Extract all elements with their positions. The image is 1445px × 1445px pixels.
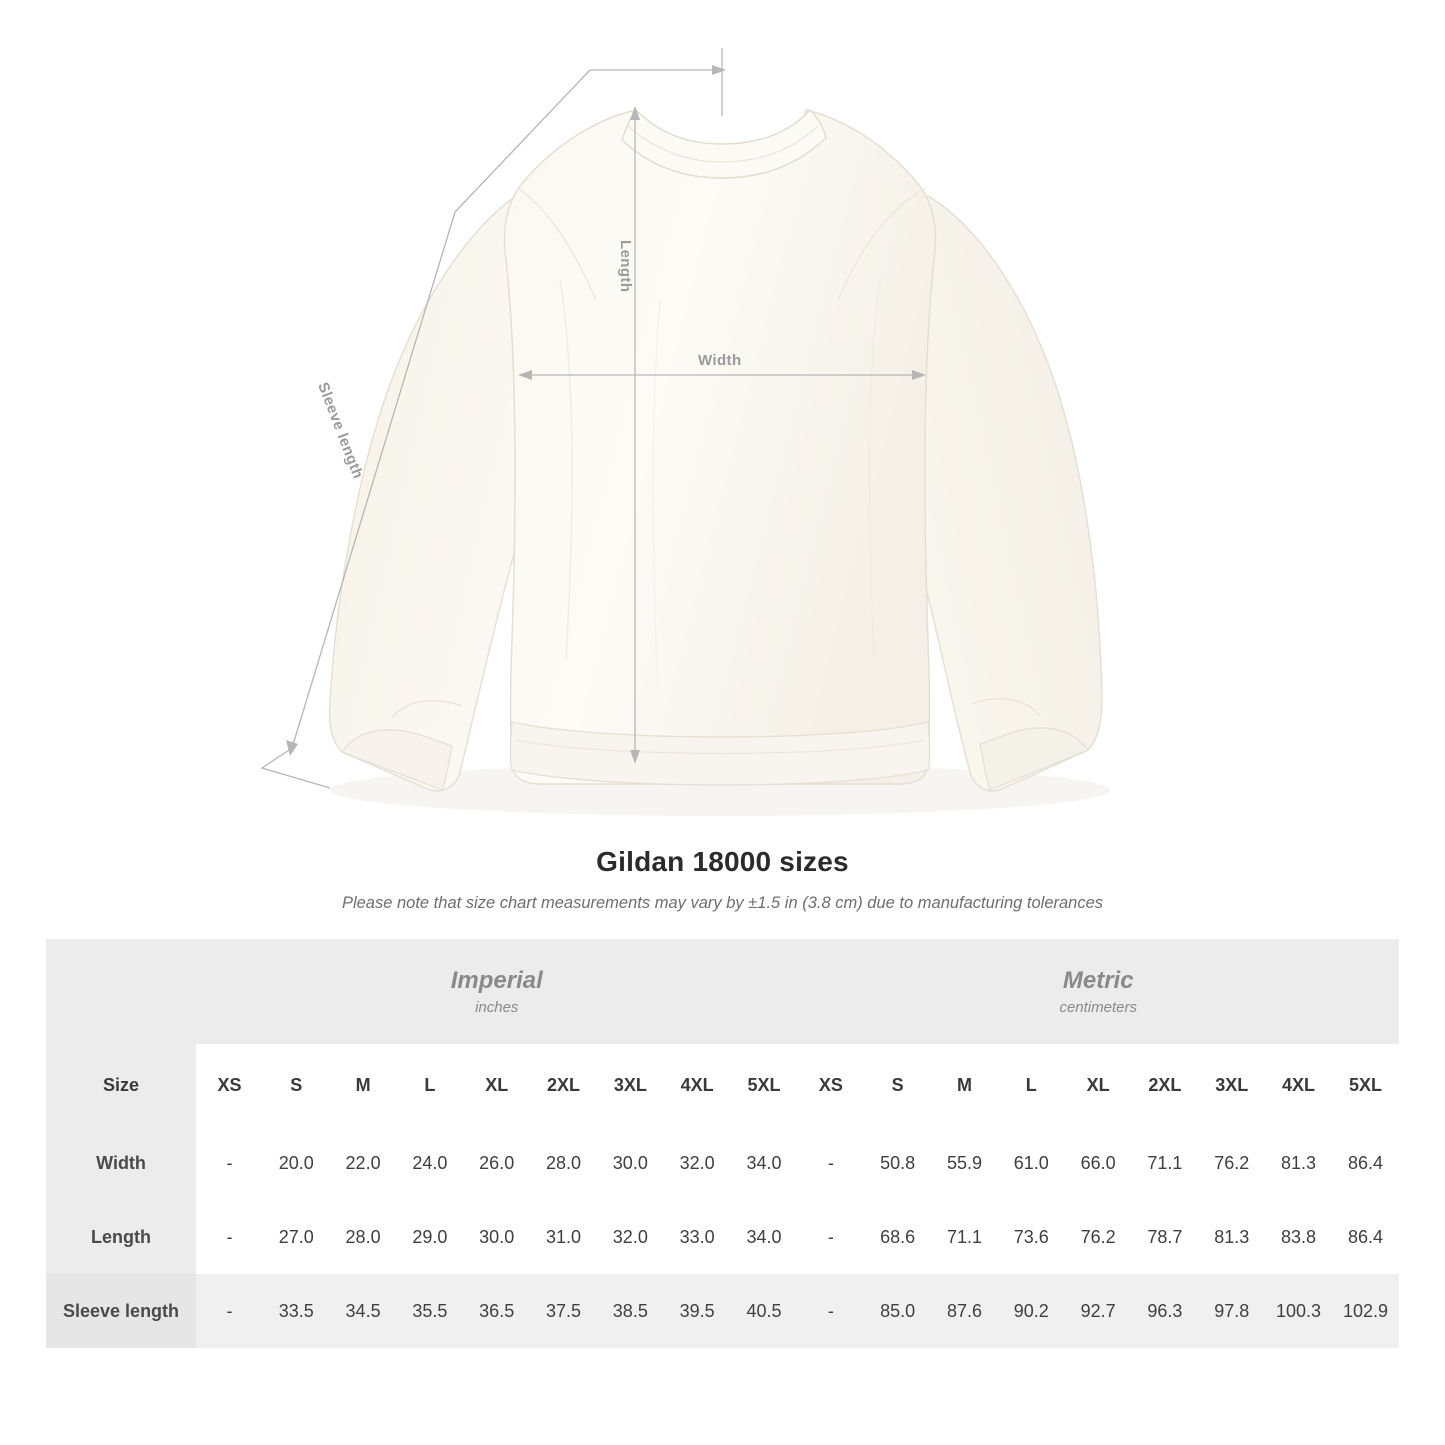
length-met-5xl: 86.4	[1332, 1200, 1399, 1274]
length-imp-2xl: 31.0	[530, 1200, 597, 1274]
sleeve-met-3xl: 97.8	[1198, 1274, 1265, 1348]
size-col-imp-xs: XS	[196, 1044, 263, 1126]
unit-header-imperial	[196, 939, 797, 1044]
width-imp-s: 20.0	[263, 1126, 330, 1200]
sleeve-met-xs: -	[797, 1274, 864, 1348]
sleeve-met-l: 90.2	[998, 1274, 1065, 1348]
width-met-s: 50.8	[864, 1126, 931, 1200]
width-met-4xl: 81.3	[1265, 1126, 1332, 1200]
title-block	[0, 846, 1445, 913]
length-imp-xs: -	[196, 1200, 263, 1274]
table-row-sleeve-length	[46, 1274, 1399, 1348]
length-imp-s: 27.0	[263, 1200, 330, 1274]
length-met-l: 73.6	[998, 1200, 1065, 1274]
size-col-met-s: S	[864, 1044, 931, 1126]
size-col-met-xs: XS	[797, 1044, 864, 1126]
sleeve-imp-s: 33.5	[263, 1274, 330, 1348]
size-col-met-xl: XL	[1065, 1044, 1132, 1126]
length-met-xl: 76.2	[1065, 1200, 1132, 1274]
size-col-imp-4xl: 4XL	[664, 1044, 731, 1126]
width-imp-3xl: 30.0	[597, 1126, 664, 1200]
sleeve-met-s: 85.0	[864, 1274, 931, 1348]
size-header-cell: Size	[46, 1044, 196, 1126]
width-imp-2xl: 28.0	[530, 1126, 597, 1200]
size-col-met-m: M	[931, 1044, 998, 1126]
size-col-imp-s: S	[263, 1044, 330, 1126]
sleeve-imp-xl: 36.5	[463, 1274, 530, 1348]
length-imp-l: 29.0	[396, 1200, 463, 1274]
table-row-length	[46, 1200, 1399, 1274]
size-header-row	[46, 1044, 1399, 1126]
sleeve-met-5xl: 102.9	[1332, 1274, 1399, 1348]
width-imp-l: 24.0	[396, 1126, 463, 1200]
sleeve-length-label: Sleeve length	[314, 380, 367, 482]
size-table	[46, 939, 1399, 1348]
row-label-length: Length	[46, 1200, 196, 1274]
length-met-2xl: 78.7	[1132, 1200, 1199, 1274]
metric-name: Metric	[1062, 967, 1134, 995]
length-imp-xl: 30.0	[463, 1200, 530, 1274]
row-label-width: Width	[46, 1126, 196, 1200]
length-label: Length	[617, 240, 634, 293]
width-met-xs: -	[797, 1126, 864, 1200]
sleeve-imp-m: 34.5	[330, 1274, 397, 1348]
width-met-3xl: 76.2	[1198, 1126, 1265, 1200]
width-met-m: 55.9	[931, 1126, 998, 1200]
size-col-imp-5xl: 5XL	[731, 1044, 798, 1126]
size-col-met-l: L	[998, 1044, 1065, 1126]
unit-header-spacer	[46, 939, 196, 1044]
width-imp-5xl: 34.0	[731, 1126, 798, 1200]
width-met-5xl: 86.4	[1332, 1126, 1399, 1200]
length-imp-4xl: 33.0	[664, 1200, 731, 1274]
imperial-name: Imperial	[450, 967, 543, 995]
sleeve-met-2xl: 96.3	[1132, 1274, 1199, 1348]
size-col-met-5xl: 5XL	[1332, 1044, 1399, 1126]
sleeve-met-xl: 92.7	[1065, 1274, 1132, 1348]
size-col-imp-3xl: 3XL	[597, 1044, 664, 1126]
size-col-imp-l: L	[396, 1044, 463, 1126]
sleeve-met-m: 87.6	[931, 1274, 998, 1348]
width-label: Width	[698, 352, 742, 369]
size-col-imp-2xl: 2XL	[530, 1044, 597, 1126]
size-col-imp-m: M	[330, 1044, 397, 1126]
size-col-met-2xl: 2XL	[1132, 1044, 1199, 1126]
sleeve-imp-4xl: 39.5	[664, 1274, 731, 1348]
length-met-4xl: 83.8	[1265, 1200, 1332, 1274]
sleeve-imp-5xl: 40.5	[731, 1274, 798, 1348]
size-col-imp-xl: XL	[463, 1044, 530, 1126]
length-imp-5xl: 34.0	[731, 1200, 798, 1274]
row-label-sleeve-length: Sleeve length	[46, 1274, 196, 1348]
table-row-width	[46, 1126, 1399, 1200]
sleeve-imp-xs: -	[196, 1274, 263, 1348]
length-imp-3xl: 32.0	[597, 1200, 664, 1274]
tolerance-note: Please note that size chart measurements may vary by ±1.5 in (3.8 cm) due to manufacturing tolerances	[341, 894, 1104, 912]
sleeve-met-4xl: 100.3	[1265, 1274, 1332, 1348]
length-imp-m: 28.0	[330, 1200, 397, 1274]
width-met-l: 61.0	[998, 1126, 1065, 1200]
width-imp-4xl: 32.0	[664, 1126, 731, 1200]
width-imp-m: 22.0	[330, 1126, 397, 1200]
length-met-xs: -	[797, 1200, 864, 1274]
width-met-2xl: 71.1	[1132, 1126, 1199, 1200]
size-col-met-4xl: 4XL	[1265, 1044, 1332, 1126]
page-title: Gildan 18000 sizes	[596, 846, 849, 877]
metric-sub: centimeters	[1059, 998, 1137, 1016]
size-col-met-3xl: 3XL	[1198, 1044, 1265, 1126]
length-met-3xl: 81.3	[1198, 1200, 1265, 1274]
width-imp-xs: -	[196, 1126, 263, 1200]
size-table-wrap	[46, 939, 1399, 1348]
unit-header-row	[46, 939, 1399, 1044]
width-met-xl: 66.0	[1065, 1126, 1132, 1200]
sleeve-imp-3xl: 38.5	[597, 1274, 664, 1348]
sleeve-imp-2xl: 37.5	[530, 1274, 597, 1348]
unit-header-metric	[797, 939, 1399, 1044]
imperial-sub: inches	[475, 998, 519, 1016]
length-met-m: 71.1	[931, 1200, 998, 1274]
sleeve-imp-l: 35.5	[396, 1274, 463, 1348]
length-met-s: 68.6	[864, 1200, 931, 1274]
width-imp-xl: 26.0	[463, 1126, 530, 1200]
